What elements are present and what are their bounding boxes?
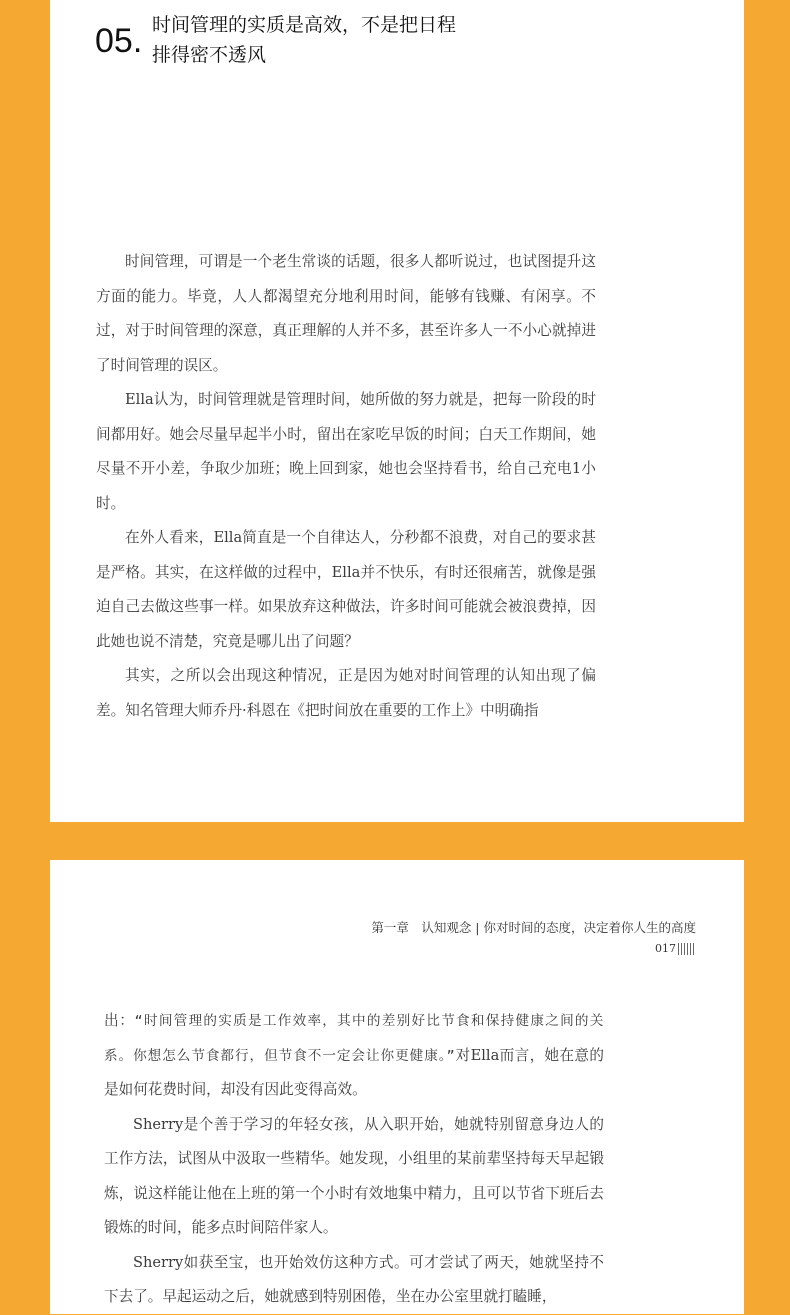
section-number: 05. — [95, 22, 143, 60]
page-1-body — [96, 245, 596, 728]
paragraph-quote — [104, 1004, 604, 1108]
paragraph: 时间管理，可谓是一个老生常谈的话题，很多人都听说过，也试图提升这方面的能力。毕竟，人人都渴望充分地利用时间，能够有钱赚、有闲享。不过，对于时间管理的深意，真正理解的人并不多，甚至许多人一不小心就掉进了时间管理的误区。 — [96, 253, 596, 374]
quote-text: “时间管理的实质是工作效率，其中的差别好比节食和保持健康之间的关系。你想怎么节食都行，但节食不一定会让你更健康。” — [104, 1013, 604, 1064]
page-number-bars-icon — [678, 943, 696, 955]
section-title: 时间管理的实质是高效，不是把日程排得密不透风 — [152, 14, 457, 66]
page-number — [655, 942, 696, 955]
page-2-body — [104, 1004, 604, 1315]
paragraph: 在外人看来，Ella简直是一个自律达人，分秒都不浪费，对自己的要求甚是严格。其实，在这样做的过程中，Ella并不快乐，有时还很痛苦，就像是强迫自己去做这些事一样。如果放弃这种做法，许多时间可能就会被浪费掉，因此她也说不清楚，究竟是哪儿出了问题？ — [96, 529, 596, 650]
paragraph: Sherry如获至宝，也开始效仿这种方式。可才尝试了两天，她就坚持不下去了。早起运动之后，她就感到特别困倦，坐在办公室里就打瞌睡， — [104, 1253, 604, 1305]
paragraph: Sherry是个善于学习的年轻女孩，从入职开始，她就特别留意身边人的工作方法，试图从中汲取一些精华。她发现，小组里的某前辈坚持每天早起锻炼，说这样能让他在上班的第一个小时有效地集中精力，且可以节省下班后去锻炼的时间，能多点时间陪伴家人。 — [104, 1115, 604, 1236]
running-head: 第一章 认知观念 | 你对时间的态度，决定着你人生的高度 — [371, 920, 696, 935]
page-number-text: 017 — [655, 942, 676, 955]
paragraph: 其实，之所以会出现这种情况，正是因为她对时间管理的认知出现了偏差。知名管理大师乔丹·科恩在《把时间放在重要的工作上》中明确指 — [96, 667, 596, 719]
quote-lead: 出： — [104, 1012, 135, 1029]
quote-tail: 对Ella而言，她在意的是如何花费时间，却没有因此变得高效。 — [104, 1046, 604, 1098]
paragraph: Ella认为，时间管理就是管理时间，她所做的努力就是，把每一阶段的时间都用好。她会尽量早起半小时，留出在家吃早饭的时间；白天工作期间，她尽量不开小差，争取少加班；晚上回到家，她也会坚持看书，给自己充电1小时。 — [96, 391, 596, 512]
